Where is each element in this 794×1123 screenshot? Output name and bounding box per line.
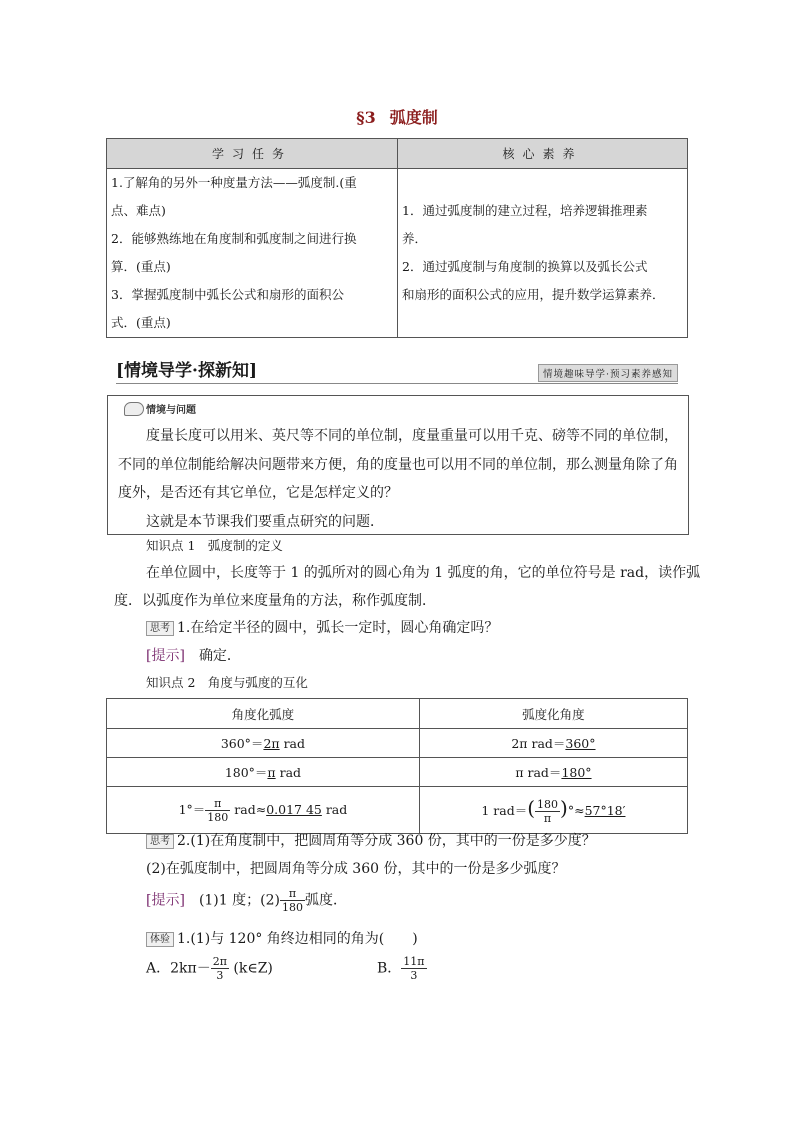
context-line: 度外，是否还有其它单位，它是怎样定义的？ — [118, 485, 398, 501]
think1-text: 1.在给定半径的圆中，弧长一定时，圆心角确定吗？ — [177, 620, 499, 636]
conv-header-left: 角度化弧度 — [107, 699, 420, 729]
competency-line: 养． — [402, 231, 428, 246]
fraction: $\frac{2\pi}{3}$ — [212, 955, 227, 982]
think2-line: (2)在弧度制中，把圆周角等分成 360 份，其中的一份是多少弧度？ — [146, 861, 566, 877]
kp1-line: 在单位圆中，长度等于 1 的弧所对的圆心角为 1 弧度的角，它的单位符号是 rad，读作弧 — [146, 565, 701, 581]
page-title — [0, 105, 794, 128]
exp-badge: 体验 — [146, 932, 174, 947]
task-line: 1.了解角的另外一种度量方法——弧度制.(重 — [111, 175, 357, 190]
context-paragraph — [118, 422, 678, 536]
speech-bubble-icon — [124, 402, 144, 416]
competency-line: 和扇形的面积公式的应用，提升数学运算素养． — [402, 287, 665, 302]
conv-cell: 2π rad＝360° — [419, 729, 687, 758]
kp2-heading: 知识点 2 角度与弧度的互化 — [146, 675, 308, 690]
fraction: $\frac{\pi}{180}$ — [207, 796, 229, 824]
competency-line: 1．通过弧度制的建立过程，培养逻辑推理素 — [402, 203, 648, 218]
competency-header: 核心素养 — [398, 139, 688, 169]
banner-heading: [情境导学·探新知] — [116, 361, 258, 381]
context-line: 不同的单位制能给解决问题带来方便，角的度量也可以用不同的单位制，那么测量角除了角 — [118, 456, 678, 473]
context-label-text: 情境与问题 — [146, 405, 196, 416]
fraction: $\frac{11\pi}{3}$ — [403, 955, 425, 982]
context-line: 度量长度可以用米、英尺等不同的单位制，度量重量可以用千克、磅等不同的单位制， — [118, 428, 678, 444]
hint2: [提示] (1)1 度；(2) $\frac{\pi}{180}$ 弧度． — [146, 887, 347, 914]
fraction: $\frac{180}{\pi}$ — [537, 797, 559, 825]
think-badge: 思考 — [146, 621, 174, 636]
option-a: A．2kπ－ $\frac{2\pi}{3}$ (k∈Z) — [146, 955, 273, 982]
conv-header-right: 弧度化角度 — [419, 699, 687, 729]
banner-tag: 情境趣味导学·预习素养感知 — [538, 364, 678, 382]
option-b: B． $\frac{11\pi}{3}$ — [377, 955, 425, 982]
context-line: 这就是本节课我们要重点研究的问题． — [118, 513, 384, 530]
think2 — [146, 830, 596, 850]
task-line: 算．(重点) — [111, 259, 171, 274]
think-badge: 思考 — [146, 834, 174, 849]
competency-cell — [398, 169, 688, 338]
conversion-table — [106, 698, 688, 834]
exp1 — [146, 928, 418, 948]
hint-label: [提示] — [146, 892, 185, 909]
section-banner — [116, 356, 678, 384]
conv-cell: 180°＝π rad — [107, 758, 420, 787]
conv-cell: π rad＝180° — [419, 758, 687, 787]
hint1 — [146, 645, 241, 665]
hint1-text: 确定． — [198, 648, 241, 664]
competency-line: 2．通过弧度制与角度制的换算以及弧长公式 — [402, 259, 648, 274]
task-header: 学习任务 — [107, 139, 398, 169]
context-label — [146, 401, 196, 416]
task-line: 式．(重点) — [111, 315, 171, 330]
task-line: 3．掌握弧度制中弧长公式和扇形的面积公 — [111, 287, 344, 302]
fraction: $\frac{\pi}{180}$ — [281, 887, 303, 914]
task-table — [106, 138, 688, 338]
context-box — [107, 395, 689, 535]
exp1-question: 1.(1)与 120° 角终边相同的角为( ) — [177, 931, 418, 947]
task-cell — [107, 169, 398, 338]
conv-cell: 360°＝2π rad — [107, 729, 420, 758]
kp1-line: 度．以弧度作为单位来度量角的方法，称作弧度制． — [114, 593, 436, 609]
section-number: §3 — [356, 108, 376, 127]
kp1-heading: 知识点 1 弧度制的定义 — [146, 538, 283, 553]
conv-cell: 1°＝ $\frac{\pi}{180}$ rad≈0.017 45 rad — [107, 787, 420, 834]
section-title: 弧度制 — [389, 108, 438, 127]
think2-line: 2.(1)在角度制中，把圆周角等分成 360 份，其中的一份是多少度？ — [177, 833, 596, 849]
hint-label: [提示] — [146, 648, 185, 664]
task-line: 2．能够熟练地在角度制和弧度制之间进行换 — [111, 231, 357, 246]
think1 — [146, 617, 498, 637]
task-line: 点、难点) — [111, 203, 166, 218]
conv-cell: 1 rad＝( $\frac{180}{\pi}$ )°≈57°18′ — [419, 787, 687, 834]
